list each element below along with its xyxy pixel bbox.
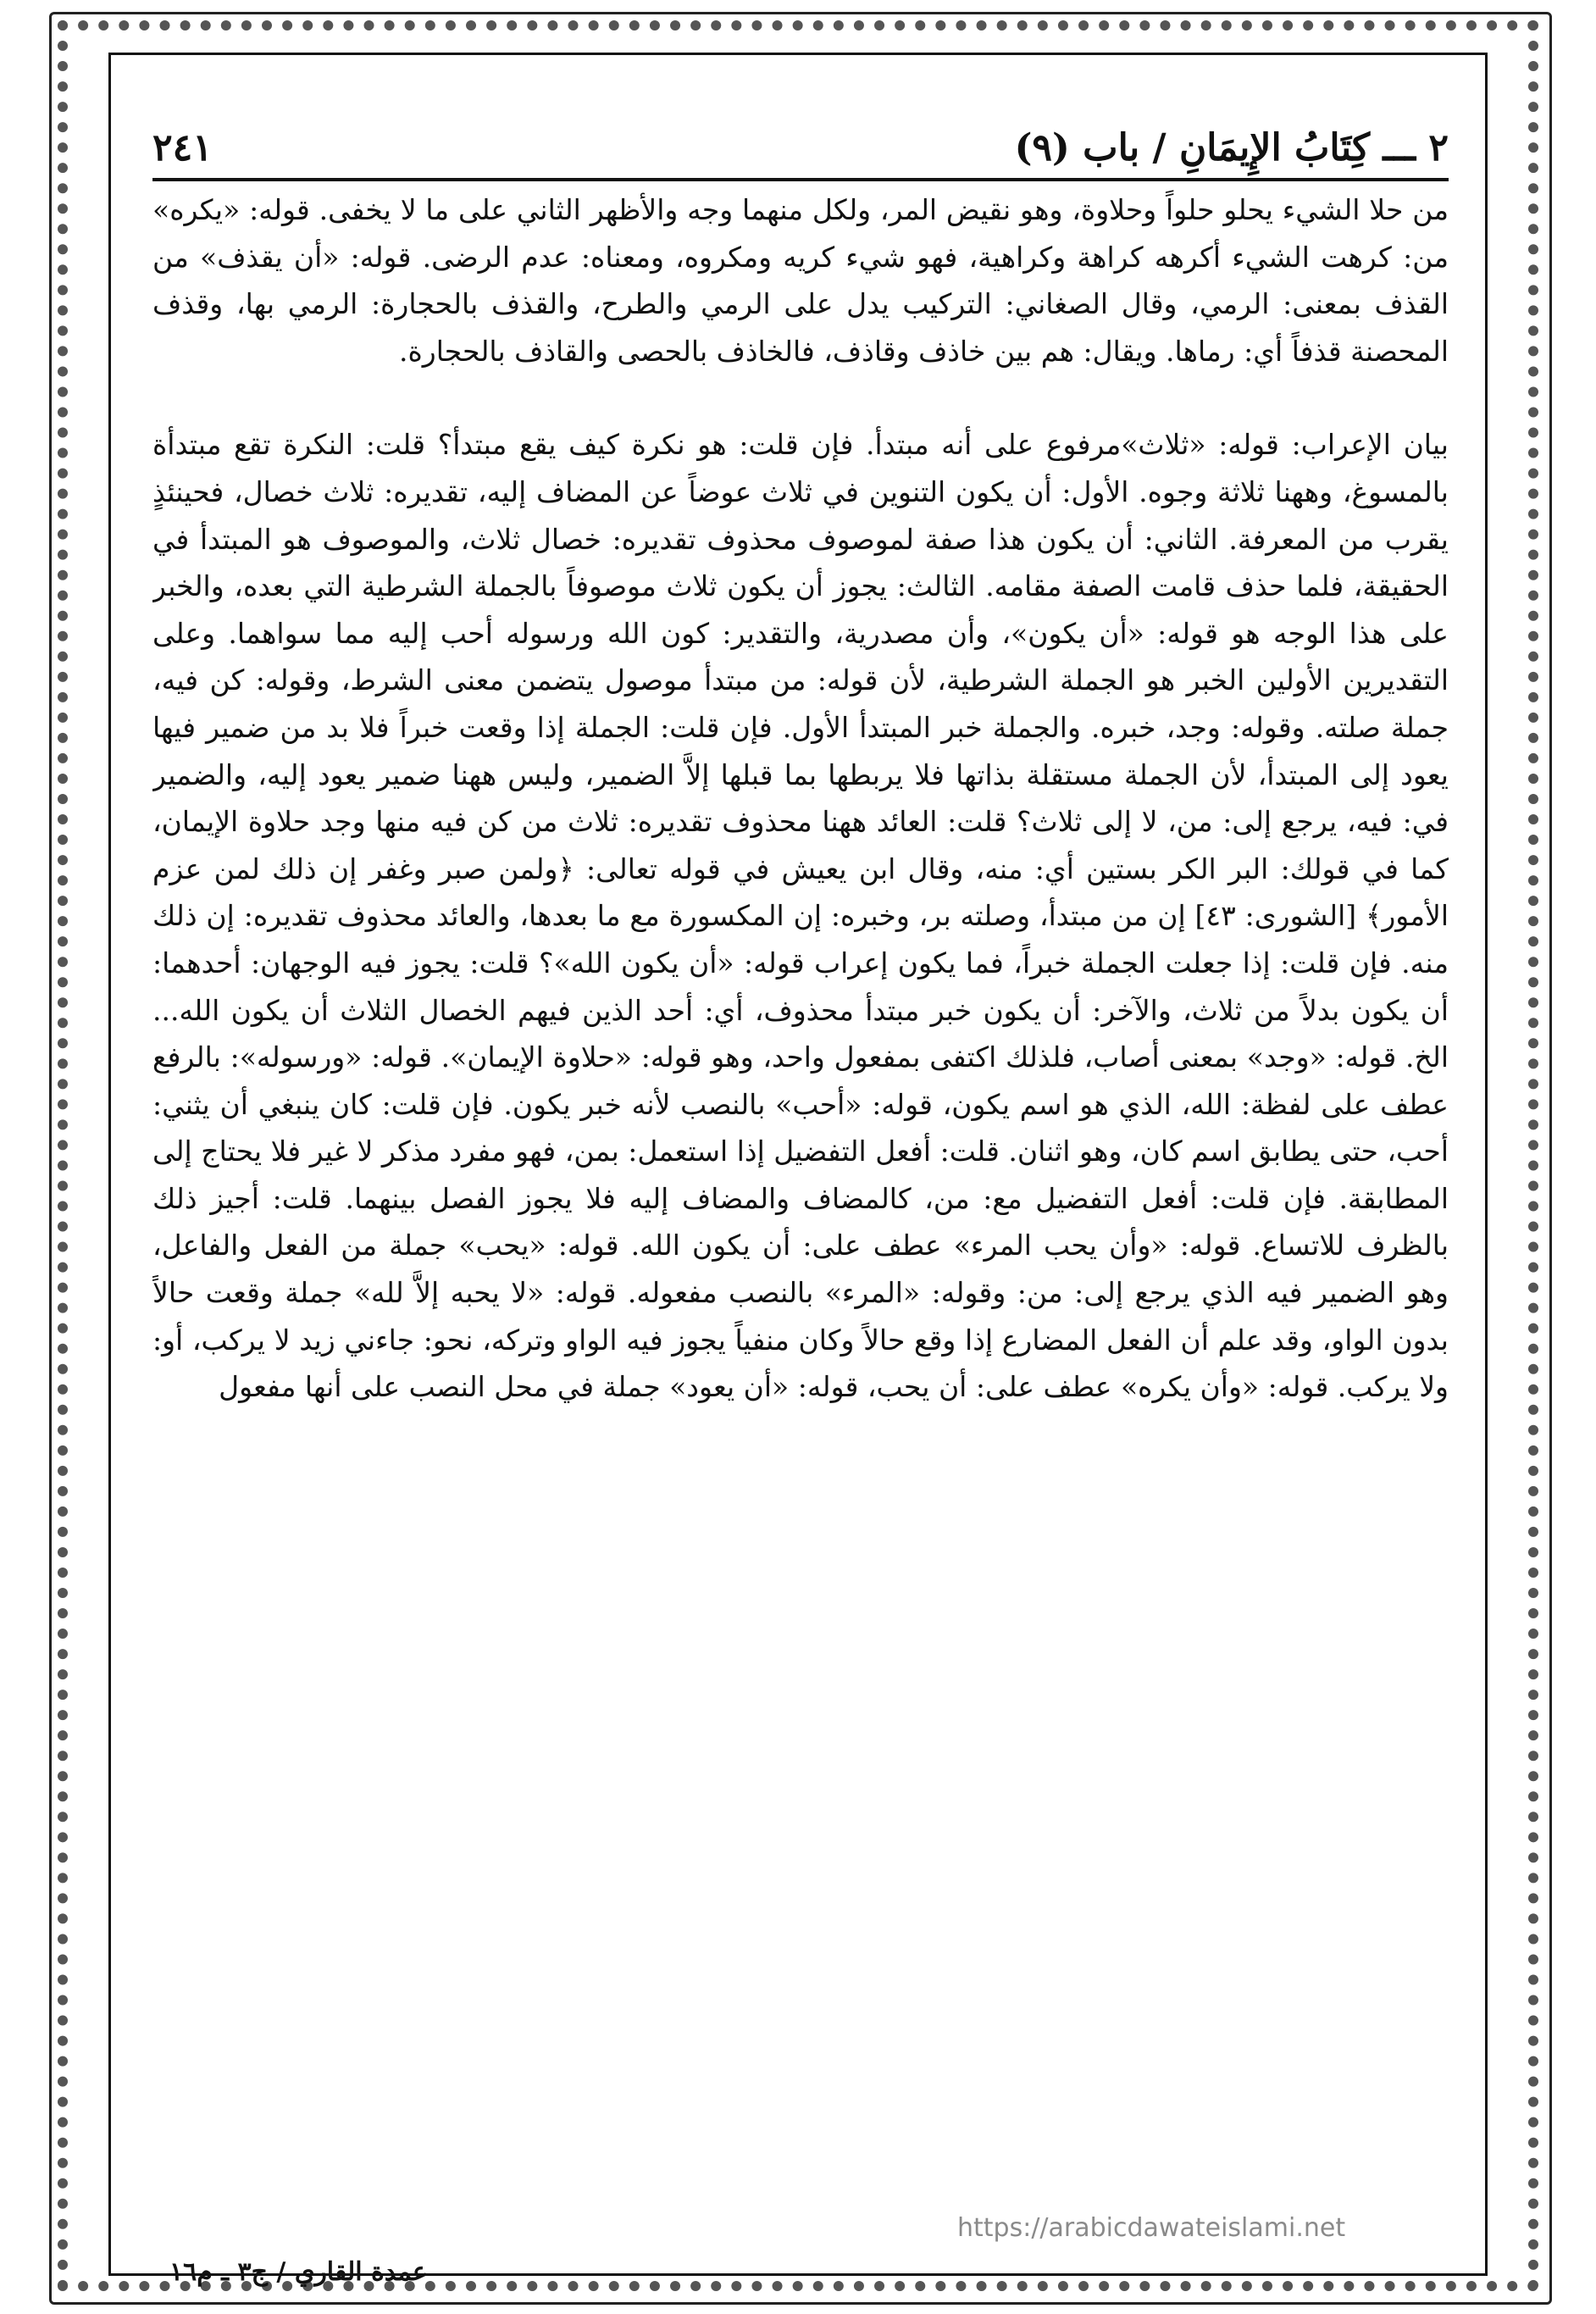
chapter-title: ٢ ـــ كِتَابُ الإِيمَانِ / باب (٩) xyxy=(1014,126,1449,169)
footer-label: عمدة القاري / ج٣ ـ م١٦ xyxy=(169,2257,428,2287)
running-header xyxy=(152,102,1449,169)
page-footer xyxy=(152,2257,1449,2300)
page-body xyxy=(152,186,1449,2203)
header-divider xyxy=(152,178,1449,181)
watermark-url: https://arabicdawateislami.net xyxy=(957,2213,1346,2243)
paragraph-grammar: بيان الإعراب: قوله: «ثلاث»مرفوع على أنه مبتدأ. فإن قلت: هو نكرة كيف يقع مبتدأ؟ قلت: النكرة تقع مبتدأة بالمسوغ، وههنا ثلاثة وجوه. الأول: أن يكون التنوين في ثلاث عوضاً عن المضاف إليه، تقديره: ثلاث خصال، فحينئذٍ يقرب من المعرفة. الثاني: أن يكون هذا صفة لموصوف محذوف تقديره: خصال ثلاث، والموصوف هو المبتدأ في الحقيقة، فلما حذف قامت الصفة مقامه. الثالث: يجوز أن يكون ثلاث موصوفاً بالجملة الشرطية التي بعده، والخبر على هذا الوجه هو قوله: «أن يكون»، وأن مصدرية، والتقدير: كون الله ورسوله أحب إليه مما سواهما. وعلى التقديرين الأولين الخبر هو الجملة الشرطية، لأن قوله: من مبتدأ موصول يتضمن معنى الشرط، وقوله: كن فيه، جملة صلته. وقوله: وجد، خبره. والجملة خبر المبتدأ الأول. فإن قلت: الجملة إذا وقعت خبراً فلا بد من ضمير فيها يعود إلى المبتدأ، لأن الجملة مستقلة بذاتها فلا يربطها بما قبلها إلاَّ الضمير، وليس ههنا ضمير يعود إليه، والضمير في: فيه، يرجع إلى: من، لا إلى ثلاث؟ قلت: العائد ههنا محذوف تقديره: ثلاث من كن فيه منها وجد حلاوة الإيمان، كما في قولك: البر الكر بستين أي: منه، وقال ابن يعيش في قوله تعالى: ﴿ولمن صبر وغفر إن ذلك لمن عزم الأمور﴾ [الشورى: ٤٣] إن من مبتدأ، وصلته بر، وخبره: إن المكسورة مع ما بعدها، والعائد محذوف تقديره: إن ذلك منه. فإن قلت: إذا جعلت الجملة خبراً، فما يكون إعراب قوله: «أن يكون الله»؟ قلت: يجوز فيه الوجهان: أحدهما: أن يكون بدلاً من ثلاث، والآخر: أن يكون خبر مبتدأ محذوف، أي: أحد الذين فيهم الخصال الثلاث أن يكون الله... الخ. قوله: «وجد» بمعنى أصاب، فلذلك اكتفى بمفعول واحد، وهو قوله: «حلاوة الإيمان». قوله: «ورسوله»: بالرفع عطف على لفظة: الله، الذي هو اسم يكون، قوله: «أحب» بالنصب لأنه خبر يكون. فإن قلت: كان ينبغي أن يثني: أحب، حتى يطابق اسم كان، وهو اثنان. قلت: أفعل التفضيل إذا استعمل: بمن، فهو مفرد مذكر لا غير فلا يحتاج إلى المطابقة. فإن قلت: أفعل التفضيل مع: من، كالمضاف والمضاف إليه فلا يجوز الفصل بينهما. قلت: أجيز ذلك بالظرف للاتساع. قوله: «وأن يحب المرء» عطف على: أن يكون الله. قوله: «يحب» جملة من الفعل والفاعل، وهو الضمير فيه الذي يرجع إلى: من: وقوله: «المرء» بالنصب مفعوله. قوله: «لا يحبه إلاَّ لله» جملة وقعت حالاً بدون الواو، وقد علم أن الفعل المضارع إذا وقع حالاً وكان منفياً يجوز فيه الواو وتركه، نحو: جاءني زيد لا يركب، أو: ولا يركب. قوله: «وأن يكره» عطف على: أن يحب، قوله: «أن يعود» جملة في محل النصب على أنها مفعول xyxy=(152,428,1449,1404)
paragraph-definitions: من حلا الشيء يحلو حلواً وحلاوة، وهو نقيض المر، ولكل منهما وجه والأظهر الثاني على ما لا يخفى. قوله: «يكره» من: كرهت الشيء أكرهه كراهة وكراهية، فهو شيء كريه ومكروه، ومعناه: عدم الرضى. قوله: «أن يقذف» من القذف بمعنى: الرمي، وقال الصغاني: التركيب يدل على الرمي والطرح، والقذف بالحجارة: الرمي بها، وقذف المحصنة قذفاً أي: رماها. ويقال: هم بين خاذف وقاذف، فالخاذف بالحصى والقاذف بالحجارة. xyxy=(152,193,1449,368)
page-number: ٢٤١ xyxy=(152,126,213,169)
